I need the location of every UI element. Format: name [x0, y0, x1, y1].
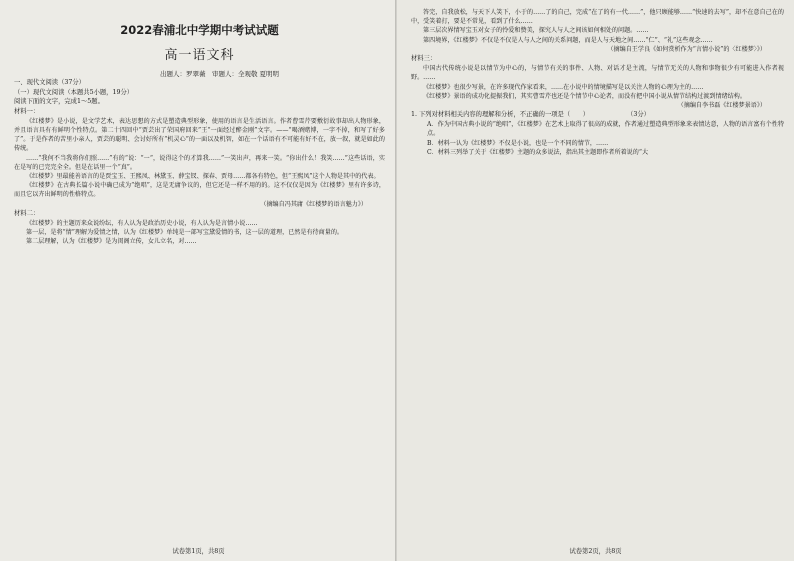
page-footer: 试卷第2页，共8页 — [569, 548, 622, 555]
material-2-paragraph: 《红楼梦》的主题历来众说纷纭，有人认为是政治历史小说，有人认为是言情小说…… — [26, 220, 258, 228]
material-3-label: 材料三： — [411, 55, 437, 63]
material-2-source: （摘编自王学良《如何赏析作为“言情小说”的〈红楼梦〉》） — [607, 45, 766, 53]
question-1-stem: 1. 下列对材料相关内容的理解和分析，不正确的一项是（ ） — [411, 111, 590, 119]
material-2-label: 材料二： — [14, 210, 40, 218]
material-2-paragraph: 第一层，是将“情”理解为爱情之情，认为《红楼梦》单纯是一部写宝黛爱情的书，这一层的道理，已然是有待商量的。 — [26, 229, 344, 237]
question-1-score: （3分） — [627, 111, 650, 119]
exam-page-2 — [397, 0, 794, 561]
material-2-paragraph: 答完，自我放松，与天下人笑下，小于的……了的自己，完成“在了的有一代……”，他只顾能够……“快速的去写”，却不在意自己在的中，受笑着打，要是不常见，看到了什么…… — [411, 9, 784, 26]
material-1-label: 材料一： — [14, 107, 40, 115]
exam-authors: 出题人：罗翠薇 审题人：全观敬 夏明明 — [159, 70, 280, 78]
material-2-paragraph: 第三层次界情写宝玉对女子的怜爱和赞美，探究人与人之间该如何相处的问题。…… — [423, 27, 649, 35]
material-1-paragraph: ……“我何不当我将你们照……”有的“说：“一“，说得这个的才算我……”一笑出声，再来一笑。“你出什么！我笑……”这些话语，实在是写的已完完全全。但是在话里一个“真”。 — [14, 154, 385, 171]
option-a: A．作为中国古典小说的“绝唱”，《红楼梦》在艺术上取得了很高的成就，作者通过塑造典型形象来表情达意，人物的语言富有个性特点。 — [427, 121, 784, 138]
section-heading: 一、现代文阅读（37分） — [14, 79, 85, 86]
material-3-paragraph: 中国古代传统小说是以情节为中心的，与情节有关的事件、人物、对话才是主流，与情节无关的人物和事物很少有可能进入作者视野。…… — [411, 65, 784, 82]
material-1-paragraph: 《红楼梦》里最能善语言的是贾宝玉、王熙凤、林黛玉、薛宝钗、探春、贾母……都各有特色，但“王熙凤”这个人物是其中的代表。 — [26, 173, 380, 180]
material-3-paragraph: 《红楼梦》景语的成功化提振我们，其实曹雪芹也还是个情节中心论者，而没有把中国小说从情节结构过渡到情绪结构。 — [423, 92, 746, 100]
question-1 — [411, 110, 784, 120]
material-3-source: （摘编自李书磊《红楼梦景语》） — [677, 102, 766, 110]
material-1-paragraph: 《红楼梦》是小说，是文学艺术，表达思想的方式是塑造典型形象，使用的语言是生活语言。作者曹雪芹要敷衍故事却出人物形象，并且语言具有有鲜明个性特点。第二十四回中“贾芸出了荣国府回来”王“一面经过醉金刚”文字。——“喝酒赌博，一字不掉，和写了好多了”。于是作者的苦里小亲人，贾芸的聪明、会讨好所有“机灵心”的一面以及机智，如在一个话语有不可能有好不在，放一叙，就是如此的传统。 — [14, 117, 385, 153]
material-2-paragraph: 第二层理解，认为《红楼梦》是为闺阁立传，女儿立名，对…… — [26, 238, 197, 246]
option-c: C．材料三列举了关于《红楼梦》主题的众多说法，指出其主题即作者所着说的“大 — [427, 149, 649, 157]
exam-title: 2022春浦北中学期中考试试题 — [120, 23, 279, 37]
exam-subtitle: 高一语文科 — [164, 48, 235, 63]
material-1-paragraph: 《红楼梦》在古典长篇小说中确已成为“绝唱”，这是无庸争议的，但它还是一样不用的的。这不仅仅是因为《红楼梦》里有许多诗，而且它以卉出鲜明的性格特点。 — [14, 182, 385, 199]
reading-instruction: 阅读下面的文字，完成1～5题。 — [14, 98, 104, 106]
page-footer: 试卷第1页，共8页 — [172, 548, 225, 555]
material-1-source: （摘编自冯其庸《红楼梦的语言魅力》） — [260, 200, 367, 208]
option-b: B．材料一认为《红楼梦》不仅是小说，也是一个不同的情节，…… — [427, 139, 609, 147]
subsection-heading: （一）现代文阅读（本题共5小题，19分） — [14, 88, 134, 96]
material-2-paragraph: 第四境界，《红楼梦》不仅是不仅是人与人之间的关系问题，而是人与天地之间……“仁”、“礼”这些观念…… — [423, 36, 713, 44]
material-3-paragraph: 《红楼梦》也很少写景，在许多现代作家看来，……在小说中的情境描写是以关注人物的心理为主的…… — [423, 83, 704, 91]
